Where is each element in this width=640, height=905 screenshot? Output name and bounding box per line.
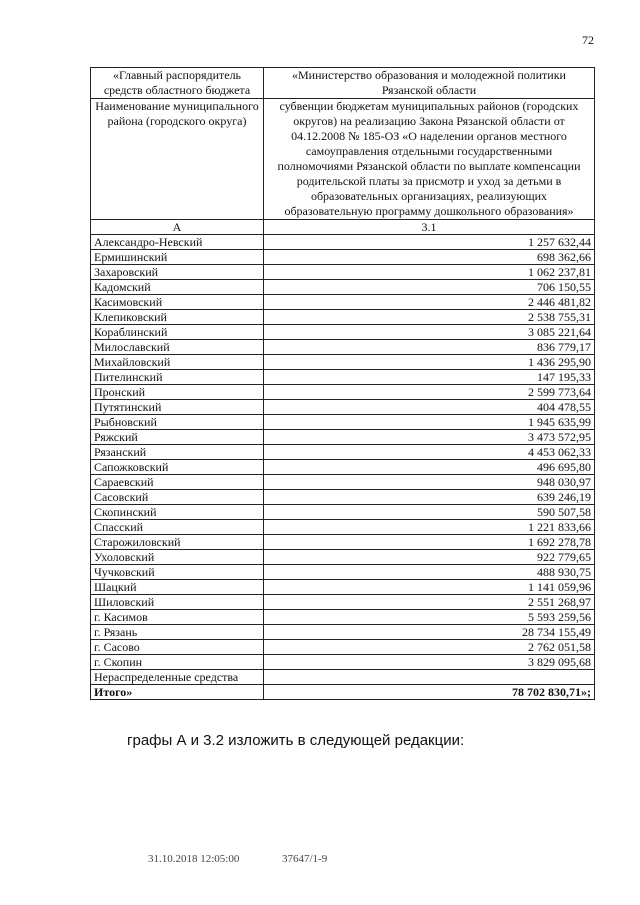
table-row <box>91 250 595 265</box>
footer-doc-number: 37647/1-9 <box>282 853 328 865</box>
district-name: Захаровский <box>91 265 264 280</box>
total-amount: 78 702 830,71»; <box>264 685 595 700</box>
name-column-label: Наименование муниципального района (городского округа) <box>91 99 264 220</box>
subsidy-title: субвенции бюджетам муниципальных районов (городских округов) на реализацию Закона Рязанской области от 04.12.2008 № 185-ОЗ «О наделении органов местного самоуправления отдельными государственными полномочиями Рязанской области по выплате компенсации родительской платы за присмотр и уход за детьми в образовательных организациях, реализующих образовательную программу дошкольного образования» <box>264 99 595 220</box>
column-a-index: А <box>91 220 264 235</box>
subsidy-amount: 1 436 295,90 <box>264 355 595 370</box>
subsidy-amount: 147 195,33 <box>264 370 595 385</box>
subsidy-amount: 3 473 572,95 <box>264 430 595 445</box>
table-row <box>91 475 595 490</box>
district-name: Пителинский <box>91 370 264 385</box>
amendment-text: графы А и 3.2 изложить в следующей редакции: <box>127 732 465 749</box>
column-b-index: 3.1 <box>264 220 595 235</box>
table-row <box>91 370 595 385</box>
subsidy-amount: 404 478,55 <box>264 400 595 415</box>
district-name: Нераспределенные средства <box>91 670 264 685</box>
district-name: Рыбновский <box>91 415 264 430</box>
table-row <box>91 430 595 445</box>
subsidy-amount: 2 446 481,82 <box>264 295 595 310</box>
subsidy-amount: 922 779,65 <box>264 550 595 565</box>
subsidy-amount: 836 779,17 <box>264 340 595 355</box>
district-name: Чучковский <box>91 565 264 580</box>
subsidy-amount: 698 362,66 <box>264 250 595 265</box>
district-name: Милославский <box>91 340 264 355</box>
district-name: Александро-Невский <box>91 235 264 250</box>
table-row <box>91 565 595 580</box>
district-name: Сараевский <box>91 475 264 490</box>
district-name: Рязанский <box>91 445 264 460</box>
subsidy-amount: 1 257 632,44 <box>264 235 595 250</box>
table-row <box>91 295 595 310</box>
district-name: Сапожковский <box>91 460 264 475</box>
table-row <box>91 520 595 535</box>
district-name: Ермишинский <box>91 250 264 265</box>
table-row <box>91 610 595 625</box>
district-name: г. Сасово <box>91 640 264 655</box>
district-name: Кораблинский <box>91 325 264 340</box>
district-name: Пронский <box>91 385 264 400</box>
district-name: Скопинский <box>91 505 264 520</box>
district-name: г. Скопин <box>91 655 264 670</box>
subsidy-amount: 706 150,55 <box>264 280 595 295</box>
table-row <box>91 310 595 325</box>
table-row <box>91 625 595 640</box>
total-row <box>91 685 595 700</box>
table-row <box>91 505 595 520</box>
table-row <box>91 400 595 415</box>
district-name: Кадомский <box>91 280 264 295</box>
subsidy-amount: 2 551 268,97 <box>264 595 595 610</box>
subsidy-amount: 2 538 755,31 <box>264 310 595 325</box>
distributor-label: «Главный распорядитель средств областного бюджета <box>91 68 264 99</box>
table-row <box>91 415 595 430</box>
total-label: Итого» <box>91 685 264 700</box>
subsidy-amount: 496 695,80 <box>264 460 595 475</box>
header-row-distributor <box>91 68 595 99</box>
district-name: Ряжский <box>91 430 264 445</box>
table-row <box>91 595 595 610</box>
subsidy-amount: 2 762 051,58 <box>264 640 595 655</box>
subsidy-amount: 1 945 635,99 <box>264 415 595 430</box>
subsidy-amount: 639 246,19 <box>264 490 595 505</box>
table-row <box>91 235 595 250</box>
subsidy-amount: 1 221 833,66 <box>264 520 595 535</box>
column-index-row <box>91 220 595 235</box>
table-row <box>91 640 595 655</box>
subsidy-amount: 3 829 095,68 <box>264 655 595 670</box>
district-name: г. Рязань <box>91 625 264 640</box>
budget-table <box>90 67 595 700</box>
subsidy-amount: 488 930,75 <box>264 565 595 580</box>
subsidy-amount <box>264 670 595 685</box>
table-row <box>91 460 595 475</box>
table-row <box>91 385 595 400</box>
table-row <box>91 265 595 280</box>
table-row <box>91 580 595 595</box>
district-name: Шацкий <box>91 580 264 595</box>
table-row <box>91 445 595 460</box>
table-row <box>91 325 595 340</box>
subsidy-amount: 590 507,58 <box>264 505 595 520</box>
district-name: г. Касимов <box>91 610 264 625</box>
subsidy-amount: 1 141 059,96 <box>264 580 595 595</box>
district-name: Клепиковский <box>91 310 264 325</box>
table-row <box>91 280 595 295</box>
subsidy-amount: 3 085 221,64 <box>264 325 595 340</box>
district-name: Михайловский <box>91 355 264 370</box>
district-name: Ухоловский <box>91 550 264 565</box>
subsidy-amount: 2 599 773,64 <box>264 385 595 400</box>
header-row-name <box>91 99 595 220</box>
distributor-value: «Министерство образования и молодежной политики Рязанской области <box>264 68 595 99</box>
subsidy-amount: 948 030,97 <box>264 475 595 490</box>
district-name: Путятинский <box>91 400 264 415</box>
subsidy-amount: 5 593 259,56 <box>264 610 595 625</box>
table-row <box>91 655 595 670</box>
page-number: 72 <box>582 33 594 47</box>
table-row <box>91 490 595 505</box>
subsidy-amount: 4 453 062,33 <box>264 445 595 460</box>
table-row <box>91 670 595 685</box>
table-row <box>91 550 595 565</box>
district-name: Спасский <box>91 520 264 535</box>
subsidy-amount: 1 062 237,81 <box>264 265 595 280</box>
table-row <box>91 535 595 550</box>
district-name: Сасовский <box>91 490 264 505</box>
district-name: Касимовский <box>91 295 264 310</box>
table-row <box>91 355 595 370</box>
subsidy-amount: 28 734 155,49 <box>264 625 595 640</box>
district-name: Старожиловский <box>91 535 264 550</box>
subsidy-amount: 1 692 278,78 <box>264 535 595 550</box>
table-row <box>91 340 595 355</box>
footer-timestamp: 31.10.2018 12:05:00 <box>148 853 240 865</box>
district-name: Шиловский <box>91 595 264 610</box>
